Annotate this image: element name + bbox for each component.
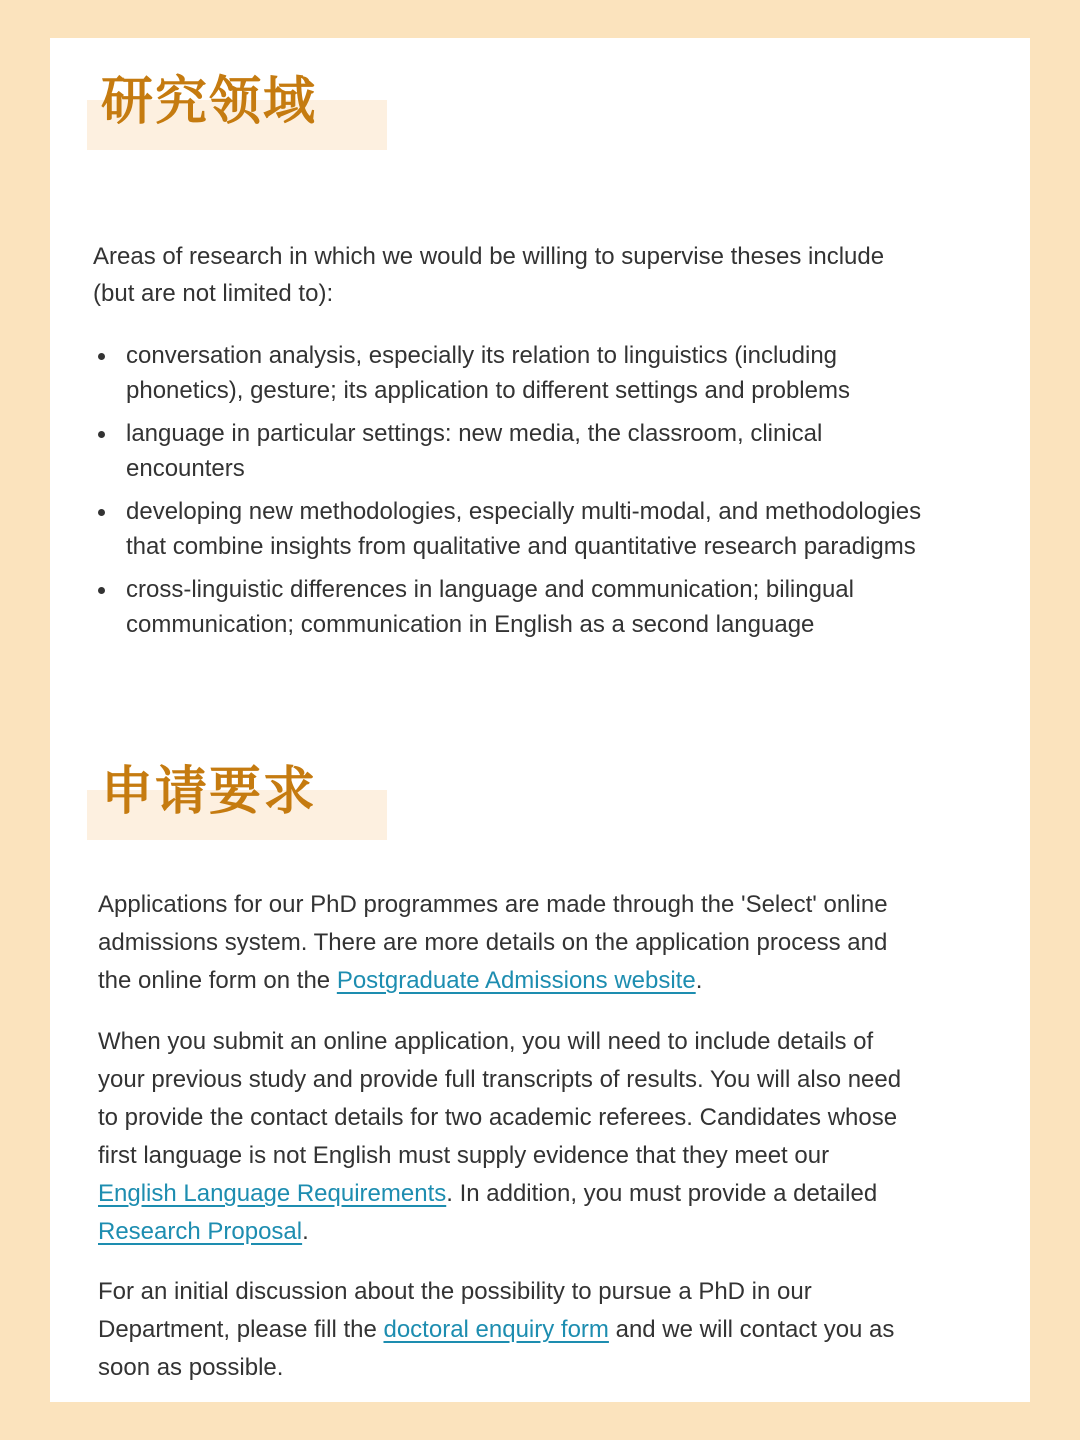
- list-item: [93, 338, 923, 408]
- application-requirements-heading: 申请要求: [101, 762, 318, 822]
- bullet-icon: [98, 431, 105, 438]
- list-item-text: conversation analysis, especially its relation to linguistics (including phonetics), gesture; its application to different settings and problems: [126, 342, 850, 404]
- list-item-text: cross-linguistic differences in language and communication; bilingual communication; communication in English as a second language: [126, 576, 854, 638]
- research-intro-text: Areas of research in which we would be willing to supervise theses include (but are not limited to):: [93, 243, 885, 307]
- paragraph-text: . In addition, you must provide a detailed: [446, 1180, 878, 1207]
- content-card: [50, 38, 1030, 1402]
- paragraph-text: Applications for our PhD programmes are made through the 'Select' online admissions system. There are more details on the application process and the online form on the: [98, 891, 888, 994]
- english-language-requirements-link[interactable]: English Language Requirements: [98, 1180, 447, 1207]
- enquiry-paragraph: [98, 1273, 908, 1387]
- research-proposal-link[interactable]: Research Proposal: [98, 1218, 303, 1245]
- list-item: [93, 416, 923, 486]
- paragraph-text: and we will contact you as soon as possible.: [98, 1316, 895, 1381]
- bullet-icon: [98, 353, 105, 360]
- postgraduate-admissions-link[interactable]: Postgraduate Admissions website: [336, 967, 696, 994]
- paragraph-text: For an initial discussion about the possibility to pursue a PhD in our Department, please fill the: [98, 1278, 812, 1343]
- research-areas-list: [93, 338, 923, 650]
- research-areas-heading: 研究领域: [101, 72, 318, 132]
- list-item-text: language in particular settings: new media, the classroom, clinical encounters: [126, 420, 823, 482]
- bullet-icon: [98, 509, 105, 516]
- paragraph-text: When you submit an online application, you will need to include details of your previous study and provide full transcripts of results. You will also need to provide the contact details for two academic referees. Candidates whose first language is not English must supply evidence that they meet our: [98, 1028, 902, 1169]
- paragraph-text: .: [302, 1218, 309, 1245]
- requirements-heading-block: [87, 760, 387, 840]
- list-item-text: developing new methodologies, especially multi-modal, and methodologies that combine insights from qualitative and quantitative research paradigms: [126, 498, 922, 560]
- research-heading-block: [87, 70, 387, 150]
- doctoral-enquiry-form-link[interactable]: doctoral enquiry form: [383, 1316, 609, 1343]
- bullet-icon: [98, 587, 105, 594]
- paragraph-text: .: [695, 967, 703, 994]
- list-item: [93, 494, 923, 564]
- submission-paragraph: [98, 1023, 908, 1251]
- list-item: [93, 572, 923, 642]
- applications-paragraph: [98, 886, 908, 1000]
